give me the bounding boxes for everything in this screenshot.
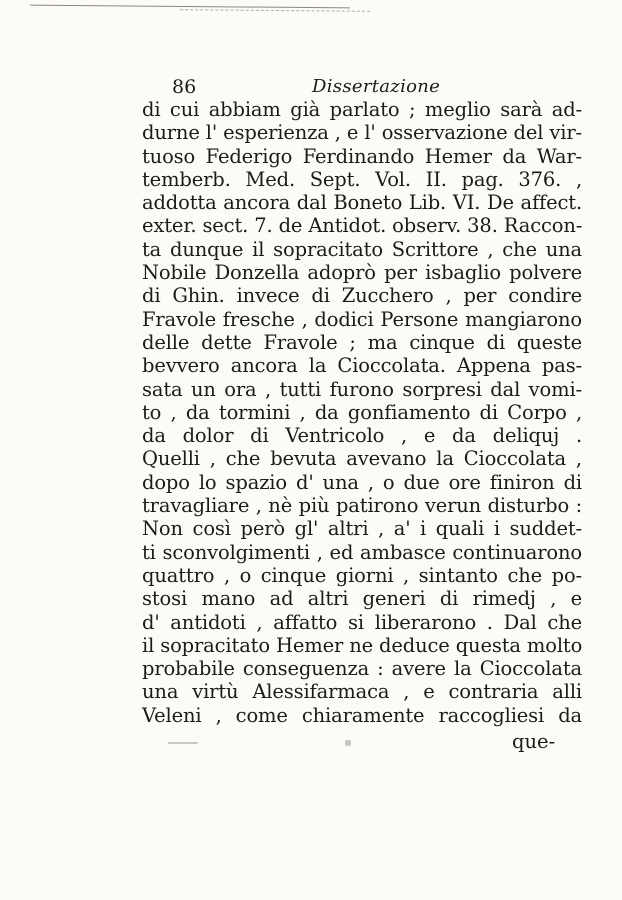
text-line: d' antidoti , affatto si liberarono . Dal che [142, 610, 582, 634]
text-line: probabile conseguenza : avere la Cioccolata [142, 657, 582, 681]
text-line: da dolor di Ventricolo , e da deliquj . [142, 424, 582, 448]
ink-smudge [345, 740, 351, 746]
text-line: sata un ora , tutti furono sorpresi dal vomi- [142, 377, 582, 401]
text-line: quattro , o cinque giorni , sintanto che po- [142, 563, 582, 587]
text-line: durne l' esperienza , e l' osservazione del vir- [142, 121, 582, 145]
text-line: Quelli , che bevuta avevano la Cioccolata , [142, 447, 582, 471]
text-line: ti sconvolgimenti , ed ambasce continuarono [142, 540, 582, 564]
header-title: Dissertazione [312, 76, 441, 97]
text-line: il sopracitato Hemer ne deduce questa molto [142, 633, 583, 657]
text-line: Nobile Donzella adoprò per isbaglio polvere [142, 261, 582, 285]
text-line: to , da tormini , da gonfiamento di Corpo , [142, 400, 582, 424]
text-line: temberb. Med. Sept. Vol. II. pag. 376. , [142, 167, 582, 191]
text-line: delle dette Fravole ; ma cinque di queste [142, 330, 582, 354]
text-line: Non così però gl' altri , a' i quali i suddet- [142, 517, 582, 541]
running-head [172, 76, 441, 98]
text-line: di Ghin. invece di Zucchero , per condire [142, 284, 582, 308]
ink-smudge [168, 742, 198, 744]
page-number: 86 [172, 76, 197, 98]
text-line: una virtù Alessifarmaca , e contraria alli [142, 680, 582, 704]
body-text [142, 98, 582, 727]
text-line: exter. sect. 7. de Antidot. observ. 38. Raccon- [142, 214, 583, 238]
text-line: Fravole fresche , dodici Persone mangiarono [142, 307, 582, 331]
text-line: stosi mano ad altri generi di rimedj , e [142, 587, 582, 611]
text-line: addotta ancora dal Boneto Lib. VI. De affect. [142, 191, 582, 215]
text-line: bevvero ancora la Cioccolata. Appena pas- [142, 354, 582, 378]
catchword: que- [512, 730, 556, 753]
text-line: Veleni , come chiaramente raccogliesi da [142, 703, 582, 727]
top-edge-rule-dashed [180, 9, 370, 12]
text-line: di cui abbiam già parlato ; meglio sarà ad- [142, 98, 582, 121]
text-line: ta dunque il sopracitato Scrittore , che una [142, 237, 582, 261]
text-line: travagliare , nè più patirono verun disturbo : [142, 494, 582, 518]
text-line: dopo lo spazio d' una , o due ore finiron di [142, 470, 582, 494]
top-edge-rule [30, 5, 350, 9]
text-line: tuoso Federigo Ferdinando Hemer da War- [142, 144, 582, 168]
